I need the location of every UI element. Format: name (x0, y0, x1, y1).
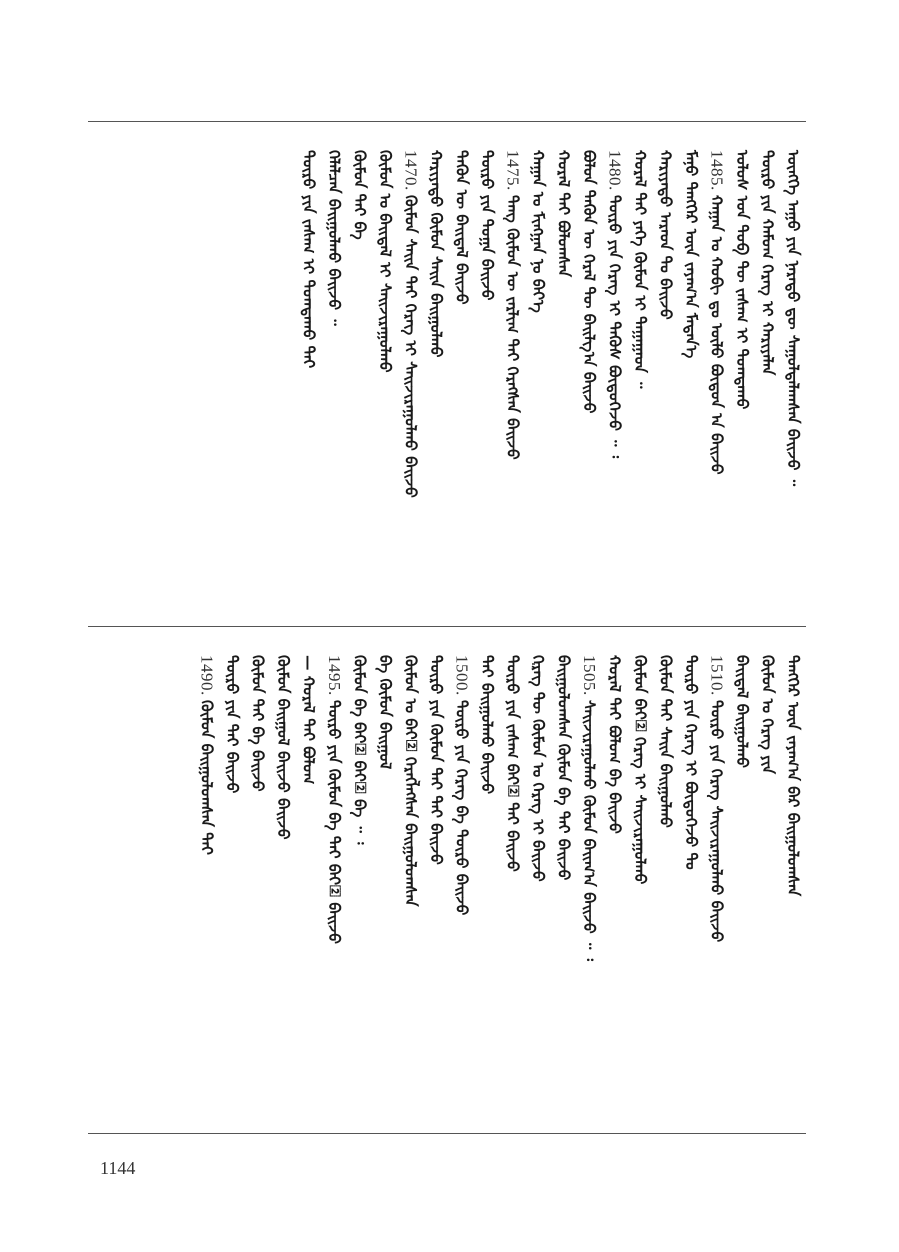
verse-line-text (704, 150, 730, 474)
mongolian-text: ᠬᠦᠮᠦᠨ ᠪᠠᠢ᠌ ᠬᠡᠷᠡᠭ ᠢ ᠰᠠᠢ᠌ᠵᠢᠷᠠᠭᠤᠯᠬᠤ (631, 655, 649, 885)
mongolian-text: ᠬᠦᠮᠦᠨ ᠲᠠᠢ ᠰᠠᠢ᠌ᠨ ᠪᠠᠢ᠌ᠭᠤᠯᠬᠤ (656, 655, 675, 828)
verse-line-text (627, 150, 653, 388)
mongolian-text: ᠲᠦᠷᠦ ᠶᠢᠨ ᠬᠦᠮᠦᠨ ᠲᠠᠢ ᠲᠠᠢ ᠪᠠᠢ᠌ᠵᠤ (427, 655, 445, 865)
verse-line-text (755, 150, 781, 375)
verse-line (576, 655, 602, 1095)
mongolian-text: ᠬᠡᠷᠡᠭ ᠲᠦ ᠬᠦᠮᠦᠨ ᠤ ᠬᠡᠷᠡᠭ ᠢ ᠪᠠᠢ᠌ᠵᠤ (529, 655, 547, 882)
verse-number: 1470. (401, 150, 421, 191)
mongolian-text: ᠬᠦᠮᠦᠨ ᠤ ᠪᠠᠢ᠌ ᠬᠡᠷᠡᠭᠯᠡᠭᠰᠡᠨ ᠪᠠᠢ᠌ᠭᠤᠯᠤᠭᠰᠠᠨ (401, 655, 420, 907)
mongolian-text: ᠪᠠ ᠬᠦᠮᠦᠨ ᠪᠠᠢ᠌ᠭᠤᠯ (376, 655, 394, 770)
verse-line-text (729, 655, 755, 768)
verse-line-text (398, 655, 424, 907)
verse-line-text (347, 150, 373, 240)
verse-line (627, 655, 653, 1095)
mongolian-text: ᠲᠦᠷᠦ ᠶᠢᠨ ᠬᠡᠷᠡᠭ ᠢ ᠪᠦᠲᠦᠭᠡᠵᠦ ᠲᠤ (682, 655, 700, 870)
verse-number: 1485. (707, 150, 727, 191)
verse-line (321, 150, 347, 600)
verse-line-text (474, 150, 500, 300)
mongolian-text: ᠬᠦᠮᠦᠨ ᠤ ᠬᠡᠷᠡᠭ ᠶᠢᠨ (758, 655, 777, 774)
verse-line (729, 150, 755, 600)
mongolian-text: ᠲᠦᠷᠦ ᠶᠢᠨ ᠬᠡᠷᠡᠭ ᠢ ᠲᠡᠭᠦᠰ ᠪᠦᠲᠦᠭᠡᠵᠦ ᠃ ᠄ (605, 194, 624, 458)
mongolian-text: ᠬᠦᠮᠦᠨ ᠲᠠᠢ ᠪᠠ (350, 150, 369, 240)
mongolian-text: ᠲᠦᠷᠦ ᠶᠢᠨ ᠬᠡᠷᠡᠭ ᠰᠠᠢ᠌ᠵᠢᠷᠠᠭᠤᠯᠬᠤ ᠪᠠᠢ᠌ᠵᠤ (707, 699, 726, 942)
verse-number: 1495. (325, 655, 344, 696)
mongolian-text: ᠬᠠᠭᠠᠨ ᠤ ᠬᠤᠪᠢ ᠳᠤ ᠦᠯᠦ ᠪᠦᠲᠦᠨ ᠠ ᠪᠠᠢ᠌ᠵᠤ (707, 194, 726, 475)
mongolian-text: ᠪᠣᠯᠤᠨ ᠲᠡᠭᠦᠨ ᠦ ᠭᠡᠷᠡᠯ ᠲᠦ ᠪᠠᠢ᠌ᠯᠭ᠎ᠠ ᠪᠠᠢ᠌ᠵᠤ (580, 150, 598, 414)
verse-line (270, 655, 296, 1095)
mongolian-text: ᠬᠡᠯᠡᠯᠴᠡᠨ ᠪᠠᠢ᠌ᠭᠤᠯᠬᠤ ᠪᠠᠢ᠌ᠵᠤ ᠃ (325, 150, 343, 326)
verse-line-text (576, 655, 602, 961)
verse-line (423, 150, 449, 600)
verse-line-text (678, 150, 704, 358)
bottom-rule (88, 1133, 806, 1134)
verse-line (627, 150, 653, 600)
verse-block-1 (88, 150, 806, 600)
mongolian-text: ᠬᠠᠷᠢᠶᠠᠲᠤ ᠬᠦᠮᠦᠨ ᠰᠠᠢ᠌ᠨ ᠪᠠᠢ᠌ᠭᠤᠯᠬᠤ (427, 150, 445, 358)
mongolian-text: ᠲᠠᠢ ᠪᠠᠢ᠌ᠭᠤᠯᠬᠤ ᠪᠠᠢ᠌ᠵᠤ (478, 655, 496, 795)
verse-line (296, 150, 322, 600)
verse-line (474, 655, 500, 1095)
verse-line-text (525, 655, 551, 882)
verse-line (653, 150, 679, 600)
mongolian-text: ᠦᠩᠭᠡ ᠠᠭᠤ ᠶᠢᠨ ᠨᠡᠷᠡᠳᠦ ᠳᠦ ᠰᠠᠭᠤᠯᠲᠠᠯᠠᠭᠰᠠᠨ ᠪᠠᠢ᠌ᠵᠤ ᠃ (784, 150, 802, 487)
verse-line-text (347, 655, 373, 844)
middle-rule (88, 626, 806, 627)
verse-line-text (755, 655, 781, 774)
verse-line (551, 150, 577, 600)
mongolian-text: ᠬᠦᠮᠦᠨ ᠲᠠᠢ ᠪᠠ ᠪᠠᠢ᠌ᠵᠤ (248, 655, 267, 792)
verse-line (398, 655, 424, 1095)
mongolian-text: ᠰᠠᠢ᠌ᠵᠢᠷᠠᠭᠤᠯᠬᠤ ᠬᠦᠮᠦᠨ ᠪᠠᠢ᠌ᠭ᠎ᠠ ᠪᠠᠢ᠌ᠵᠤ ᠃ ᠄ (580, 699, 598, 961)
mongolian-text: ᠬᠦᠮᠦᠨ ᠪᠠᠢ᠌ᠭᠤᠯ ᠪᠠᠢ᠌ᠵᠤ ᠪᠠᠢ᠌ᠵᠤ (274, 655, 292, 840)
mongolian-text: ᠲᠦᠷᠦ ᠶᠢᠨ ᠲᠣᠭᠠ ᠪᠠᠢ᠌ᠵᠤ (478, 150, 496, 301)
verse-line-text (525, 150, 551, 313)
mongolian-text: ᠬᠦᠮᠦᠨ ᠤ ᠪᠠᠢ᠌ᠳᠠᠯ ᠢ ᠰᠠᠢ᠌ᠵᠢᠷᠠᠭᠤᠯᠬᠤ (376, 150, 394, 373)
verse-line-text (372, 655, 398, 769)
verse-line-text (653, 655, 679, 828)
verse-line (347, 655, 373, 1095)
verse-line (245, 655, 271, 1095)
verse-line-text (729, 150, 755, 409)
verse-line-text (551, 655, 577, 880)
verse-line (321, 655, 347, 1095)
mongolian-text: ᠲᠦᠷᠦ ᠶᠢᠨ ᠵᠠᠰᠠᠭ ᠪᠠᠢ᠌ ᠲᠠᠢ ᠪᠠᠢ᠌ᠵᠤ (503, 655, 522, 872)
mongolian-text: ᠪᠠᠢ᠌ᠭᠤᠯᠤᠭᠰᠠᠨ ᠬᠦᠮᠦᠨ ᠪᠠ ᠲᠠᠢ ᠪᠠᠢ᠌ᠵᠤ (554, 655, 573, 881)
verse-line (347, 150, 373, 600)
verse-line-text (474, 655, 500, 794)
verse-block-2 (88, 655, 806, 1095)
mongolian-text: ᠬᠦᠮᠦᠨ ᠰᠠᠢ᠌ᠨ ᠲᠠᠢ ᠬᠡᠷᠡᠭ ᠢ ᠰᠠᠢ᠌ᠵᠢᠷᠠᠭᠤᠯᠬᠤ ᠪᠠᠢ᠌ᠵᠤ (401, 194, 420, 498)
page-number: 1144 (100, 1158, 136, 1178)
verse-line-text (780, 150, 806, 486)
verse-line-text (321, 655, 347, 944)
mongolian-text: ᠬᠠᠷᠢᠶᠠᠲᠤ ᠠᠷᠠᠳ ᠲᠤ ᠪᠠᠢ᠌ᠵᠤ (656, 150, 675, 320)
verse-line (653, 655, 679, 1095)
verse-number: 1505. (580, 655, 599, 696)
mongolian-text: ᠪᠠᠢ᠌ᠳᠠᠯ ᠪᠠᠢ᠌ᠭᠤᠯᠬᠤ (733, 655, 751, 768)
verse-line (780, 150, 806, 600)
verse-line (678, 655, 704, 1095)
verse-number: 1510. (707, 655, 727, 696)
verse-line-text (194, 655, 220, 855)
verse-line (704, 655, 730, 1095)
mongolian-text: ᠮᠠᠨᠤ ᠲᠡᠩᠭᠡᠷ ᠦᠨ ᠵᠠᠶᠠᠭ᠎ᠠ ᠮᠡᠳᠡᠨ᠎ᠡ (682, 150, 700, 359)
verse-line-text (449, 150, 475, 305)
verse-line-text (398, 150, 424, 498)
verse-line-text (449, 655, 475, 915)
verse-line-text (602, 655, 628, 834)
verse-line-text (602, 150, 628, 458)
verse-line (194, 655, 220, 1095)
mongolian-text: — ᠬᠤᠷᠠᠯ ᠲᠠᠢ ᠪᠣᠯᠤᠭ (299, 655, 318, 785)
mongolian-text: ᠲᠦᠷᠦ ᠶᠢᠨ ᠬᠦᠮᠦᠨ ᠪᠠ ᠲᠠᠢ ᠪᠠᠢ᠌ ᠪᠠᠢ᠌ᠵᠤ (325, 699, 343, 944)
verse-line-text (704, 655, 730, 942)
verse-line-text (627, 655, 653, 884)
verse-line (525, 655, 551, 1095)
verse-line-text (245, 655, 271, 792)
verse-line-text (423, 150, 449, 357)
verse-line (729, 655, 755, 1095)
mongolian-text: ᠬᠦᠮᠦᠨ ᠪᠠᠢ᠌ᠭᠤᠯᠤᠭᠰᠠᠨ ᠲᠠᠢ (197, 699, 216, 855)
verse-line-text (219, 655, 245, 793)
verse-line (704, 150, 730, 600)
verse-number: 1475. (503, 150, 523, 191)
verse-line (551, 655, 577, 1095)
mongolian-text: ᠲᠦᠷᠦ ᠶᠢᠨ ᠲᠠᠢ ᠪᠠᠢ᠌ᠵᠤ (223, 655, 241, 794)
verse-line (678, 150, 704, 600)
verse-line-text (678, 655, 704, 870)
mongolian-text: ᠲᠠᠩ ᠬᠦᠮᠦᠨ ᠦ ᠵᠠᠷᠯᠢᠭ ᠲᠠᠢ ᠬᠡᠷᠡᠭᠰᠡᠨ ᠪᠠᠢ᠌ᠵᠤ (503, 194, 522, 460)
mongolian-text: ᠲᠦᠷᠦ ᠶᠢᠨ ᠬᠠᠮᠤᠭ ᠬᠡᠷᠡᠭ ᠢ ᠬᠠᠷᠢᠶᠠᠯᠠᠨ (758, 150, 777, 376)
mongolian-text: ᠤᠯᠤᠰ ᠤᠨ ᠲᠣᠪ ᠲᠦ ᠵᠠᠰᠠᠭ ᠢ ᠲᠤᠭᠳᠠᠬᠤ (733, 150, 751, 410)
verse-line (602, 150, 628, 600)
mongolian-text: ᠲᠦᠷᠦ ᠶᠢᠨ ᠬᠡᠷᠡᠭ ᠪᠠ ᠲᠦᠷᠦ ᠪᠠᠢ᠌ᠵᠤ (452, 699, 471, 916)
verse-number: 1500. (452, 655, 472, 696)
verse-line-text (780, 655, 806, 896)
verse-line-text (270, 655, 296, 840)
verse-line (372, 655, 398, 1095)
verse-line (449, 150, 475, 600)
verse-line (372, 150, 398, 600)
verse-number: 1480. (605, 150, 625, 191)
mongolian-text: ᠬᠤᠷᠠᠯ ᠲᠠᠢ ᠪᠣᠯᠤᠭ ᠪᠠ ᠪᠠᠢ᠌ᠵᠤ (605, 655, 624, 834)
verse-line-text (372, 150, 398, 373)
verse-number: 1490. (197, 655, 217, 696)
verse-line (398, 150, 424, 600)
mongolian-text: ᠲᠦᠷᠦ ᠶᠢᠨ ᠵᠠᠰᠠᠭ ᠢ ᠲᠤᠭᠳᠠᠬᠤ ᠲᠠᠢ (299, 150, 318, 369)
verse-line-text (576, 150, 602, 413)
verse-line (780, 655, 806, 1095)
mongolian-text: ᠬᠤᠷᠠᠯ ᠲᠠᠢ ᠶᠡᠬᠡ ᠬᠦᠮᠦᠨ ᠢ ᠳᠠᠭᠠᠭᠠᠳ ᠃ (631, 150, 649, 389)
verse-line-text (296, 150, 322, 368)
verse-line (602, 655, 628, 1095)
verse-line-text (500, 150, 526, 459)
verse-line-text (653, 150, 679, 320)
mongolian-text: ᠬᠦᠮᠦᠨ ᠪᠠ ᠪᠠᠢ᠌ ᠪᠠᠢ᠌ ᠪᠠ ᠃ ᠄ (350, 655, 369, 845)
verse-line (576, 150, 602, 600)
mongolian-text: ᠲᠡᠭᠦᠨ ᠦ ᠪᠠᠢ᠌ᠳᠠᠯ ᠪᠠᠢ᠌ᠵᠤ (452, 150, 471, 305)
mongolian-text: ᠲᠡᠩᠭᠡᠷ ᠦᠨ ᠵᠠᠶᠠᠭ᠎ᠠ ᠪᠠᠷ ᠪᠠᠢ᠌ᠭᠤᠯᠤᠭᠰᠠᠨ (784, 655, 802, 897)
verse-line (296, 655, 322, 1095)
verse-line (500, 150, 526, 600)
mongolian-text: ᠬᠠᠭᠠᠨ ᠤ ᠮᠢᠩᠭᠠᠨ ᠨᠤ ᠪᠡᠶ᠎ᠡ (529, 150, 547, 313)
verse-line (755, 150, 781, 600)
verse-line-text (500, 655, 526, 872)
verse-line-text (423, 655, 449, 865)
verse-line (500, 655, 526, 1095)
verse-line-text (296, 655, 322, 784)
verse-line-text (321, 150, 347, 326)
verse-line (423, 655, 449, 1095)
verse-line (755, 655, 781, 1095)
verse-line (525, 150, 551, 600)
verse-line (219, 655, 245, 1095)
top-rule (88, 121, 806, 122)
verse-line (474, 150, 500, 600)
verse-line-text (551, 150, 577, 277)
verse-line (449, 655, 475, 1095)
mongolian-text: ᠬᠤᠷᠠᠯ ᠲᠠᠢ ᠪᠣᠯᠤᠭᠰᠠᠨ (554, 150, 573, 277)
